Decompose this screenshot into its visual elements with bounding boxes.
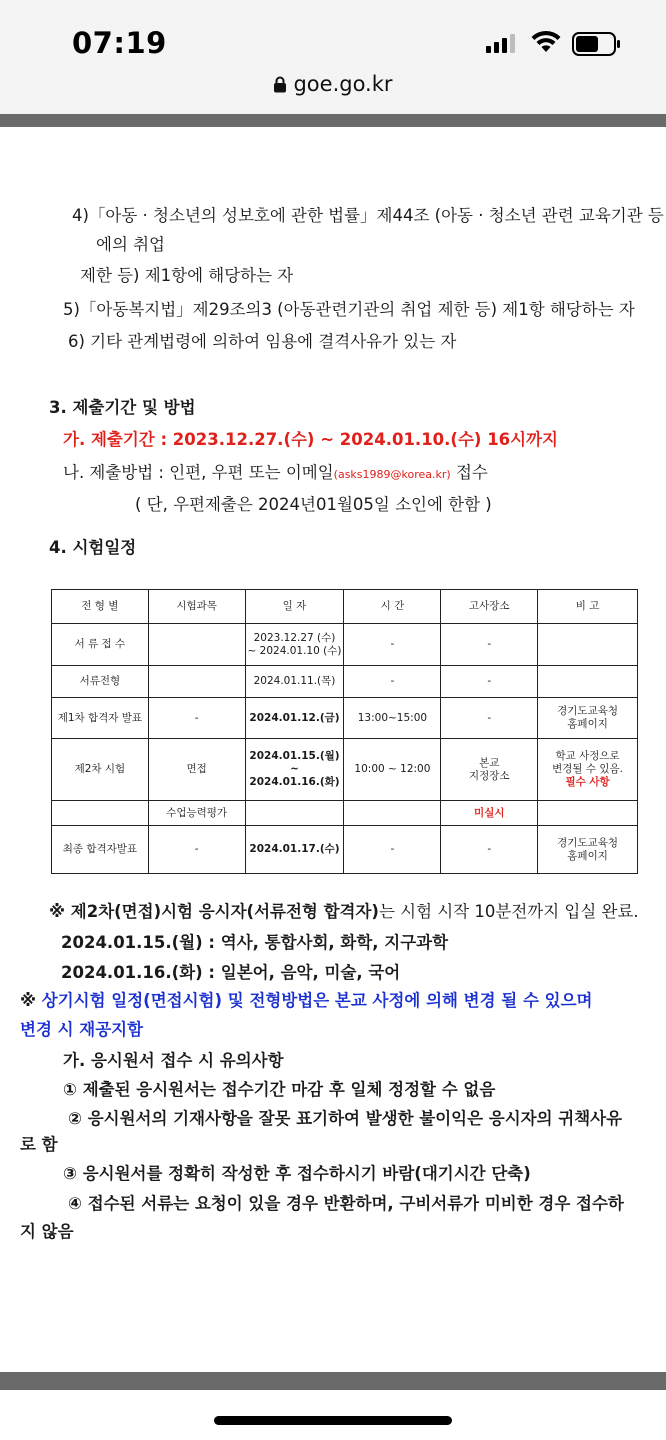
header-cell: 고사장소 (441, 590, 538, 624)
interview-notice-bold: ※ 제2차(면접)시험 응시자(서류전형 합격자) (49, 902, 379, 921)
cell-line: 홈페이지 (567, 849, 608, 862)
table-cell: - (148, 698, 245, 739)
url-display[interactable] (0, 72, 666, 96)
table-cell: - (441, 624, 538, 666)
table-cell (538, 801, 638, 826)
cell-line: 홈페이지 (567, 718, 608, 730)
caution-2-line2: 로 함 (20, 1135, 58, 1154)
header-cell: 전 형 별 (52, 590, 149, 624)
table-cell: 2024.01.12.(금) (245, 698, 344, 739)
table-row (52, 698, 638, 739)
table-cell: 2024.01.17.(수) (245, 826, 344, 874)
url-domain: goe.go.kr (293, 72, 393, 96)
item-4-line1: 4)「아동 · 청소년의 성보호에 관한 법률」제44조 (아동 · 청소년 관련 교육기관 등 (72, 206, 664, 225)
table-cell (538, 624, 638, 666)
page-bottom-divider (0, 1372, 666, 1390)
table-cell: - (441, 698, 538, 739)
cell-line: 변경될 수 있음. (552, 763, 624, 775)
caution-4-line2: 지 않음 (20, 1222, 74, 1241)
change-notice-line2: 변경 시 재공지함 (20, 1020, 144, 1039)
caution-2-line1: ② 응시원서의 기재사항을 잘못 표기하여 발생한 불이익은 응시자의 귀책사유 (68, 1109, 623, 1128)
table-cell: 서류전형 (52, 666, 149, 698)
table-cell: 제1차 합격자 발표 (52, 698, 149, 739)
header-cell: 시험과목 (148, 590, 245, 624)
interview-notice-rest: 는 시험 시작 10분전까지 입실 완료. (378, 902, 639, 921)
header-cell: 일 자 (245, 590, 344, 624)
table-cell (441, 739, 538, 801)
table-cell: 10:00 ~ 12:00 (344, 739, 441, 801)
table-row (52, 739, 638, 801)
table-cell: - (441, 826, 538, 874)
table-cell: - (148, 826, 245, 874)
exam-schedule-table (51, 589, 638, 874)
table-cell: - (344, 826, 441, 874)
table-cell: - (344, 666, 441, 698)
submission-method (63, 463, 488, 485)
status-time: 07:19 (72, 26, 167, 60)
cellular-signal-icon (486, 33, 520, 53)
change-notice-text: 상기시험 일정(면접시험) 및 전형방법은 본교 사정에 의해 변경 될 수 있으며 (41, 991, 593, 1010)
table-cell: 2024.01.11.(목) (245, 666, 344, 698)
table-cell: 제2차 시험 (52, 739, 149, 801)
url-bar[interactable] (0, 70, 666, 114)
table-cell (538, 739, 638, 801)
interview-notice (49, 902, 639, 922)
status-bar (0, 0, 666, 70)
item-5: 5)「아동복지법」제29조의3 (아동관련기관의 취업 제한 등) 제1항 해당하는 자 (63, 300, 635, 319)
table-cell: - (441, 666, 538, 698)
battery-icon (572, 32, 622, 56)
table-cell (148, 624, 245, 666)
document-page (0, 127, 666, 1372)
cell-line: 필수 사항 (565, 776, 610, 788)
table-cell (245, 801, 344, 826)
section-3-title: 3. 제출기간 및 방법 (49, 398, 196, 417)
cell-line: 2024.01.16.(화) (249, 776, 340, 788)
item-6: 6) 기타 관계법령에 의하여 임용에 결격사유가 있는 자 (68, 332, 457, 351)
wifi-icon (530, 30, 562, 54)
table-cell (148, 666, 245, 698)
table-cell: 미실시 (441, 801, 538, 826)
method-email: (asks1989@korea.kr) (333, 468, 451, 481)
cell-line: ~ 2024.01.10 (수) (247, 644, 342, 657)
item-4-line2: 에의 취업 (96, 235, 166, 254)
header-cell: 비 고 (538, 590, 638, 624)
cell-line: 2023.12.27 (수) (253, 631, 336, 644)
section-4-title: 4. 시험일정 (49, 538, 137, 557)
table-cell (538, 826, 638, 874)
table-header-row (52, 590, 638, 624)
home-indicator[interactable] (214, 1416, 452, 1425)
mail-note: ( 단, 우편제출은 2024년01월05일 소인에 한함 ) (135, 495, 492, 514)
caution-1: ① 제출된 응시원서는 접수기간 마감 후 일체 정정할 수 없음 (63, 1080, 496, 1099)
interview-day-2: 2024.01.16.(화) : 일본어, 음악, 미술, 국어 (61, 963, 401, 982)
table-cell: 면접 (148, 739, 245, 801)
caution-4-line1: ④ 접수된 서류는 요청이 있을 경우 반환하며, 구비서류가 미비한 경우 접수하 (68, 1194, 624, 1213)
table-cell: 수업능력평가 (148, 801, 245, 826)
cell-line: 2024.01.15.(월) ~ (249, 750, 340, 775)
header-cell: 시 간 (344, 590, 441, 624)
cell-line: 경기도교육청 (557, 705, 618, 717)
caution-3: ③ 응시원서를 정확히 작성한 후 접수하시기 바람(대기시간 단축) (63, 1164, 531, 1183)
table-cell (538, 698, 638, 739)
cell-line: 지정장소 (468, 769, 510, 782)
table-row (52, 801, 638, 826)
interview-day-1: 2024.01.15.(월) : 역사, 통합사회, 화학, 지구과학 (61, 933, 449, 952)
table-cell: 최종 합격자발표 (52, 826, 149, 874)
table-row (52, 666, 638, 698)
table-row (52, 826, 638, 874)
submission-period: 가. 제출기간 : 2023.12.27.(수) ~ 2024.01.10.(수) 16시까지 (63, 430, 558, 449)
table-cell: 서 류 접 수 (52, 624, 149, 666)
table-cell (245, 739, 344, 801)
page-top-divider (0, 114, 666, 127)
cell-line: 경기도교육청 (557, 836, 618, 849)
table-cell: 13:00~15:00 (344, 698, 441, 739)
lock-icon (273, 76, 287, 93)
table-cell (245, 624, 344, 666)
cell-line: 학교 사정으로 (555, 750, 620, 762)
cell-line: 본교 (479, 756, 500, 769)
method-suffix: 접수 (450, 463, 488, 482)
table-cell (538, 666, 638, 698)
change-notice-mark: ※ (20, 991, 42, 1010)
item-4-line3: 제한 등) 제1항에 해당하는 자 (80, 266, 294, 285)
table-row (52, 624, 638, 666)
table-cell: - (344, 624, 441, 666)
table-cell (52, 801, 149, 826)
change-notice-line1 (20, 991, 593, 1011)
table-cell (344, 801, 441, 826)
caution-title: 가. 응시원서 접수 시 유의사항 (63, 1051, 284, 1070)
method-text: 나. 제출방법 : 인편, 우편 또는 이메일 (63, 463, 334, 482)
